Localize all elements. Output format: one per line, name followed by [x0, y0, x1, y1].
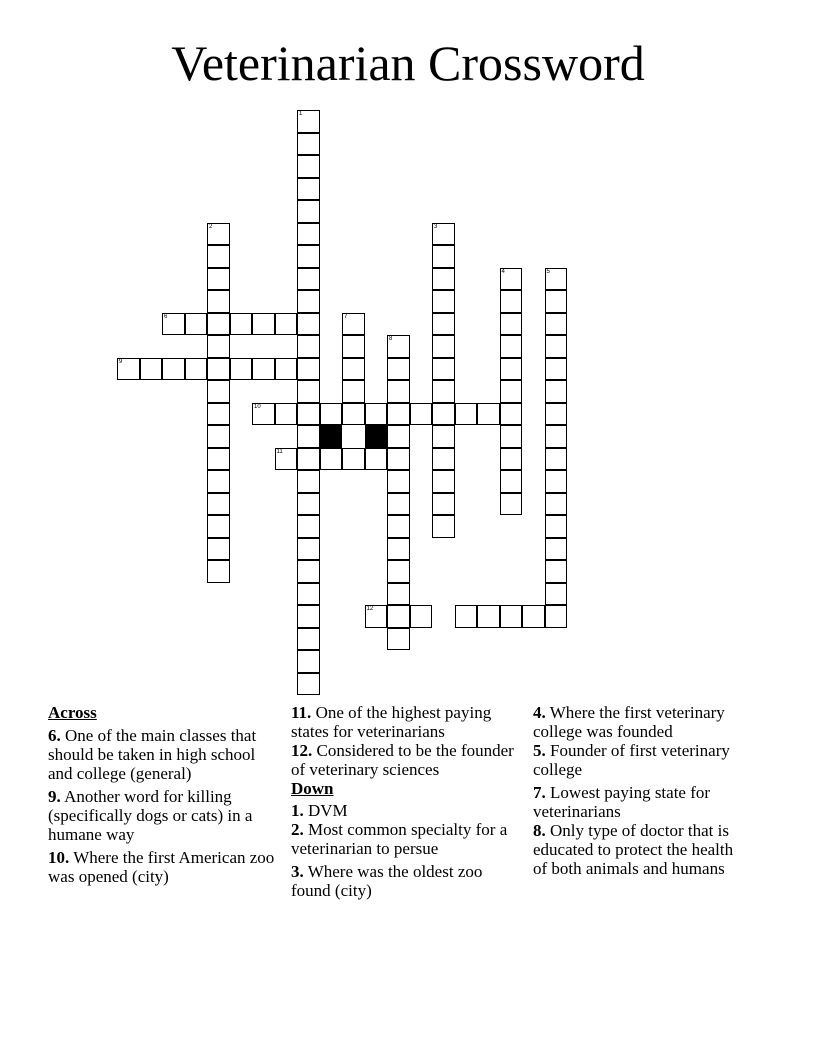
grid-cell[interactable]	[410, 403, 433, 426]
clues-column-2	[291, 703, 521, 904]
grid-cell[interactable]	[297, 380, 320, 403]
grid-cell[interactable]	[297, 425, 320, 448]
grid-cell[interactable]	[545, 448, 568, 471]
grid-cell[interactable]	[297, 538, 320, 561]
grid-cell[interactable]	[545, 335, 568, 358]
clue-text: Considered to be the founder of veterinary sciences	[291, 741, 514, 779]
across-heading: Across	[48, 703, 97, 722]
grid-cell[interactable]	[185, 313, 208, 336]
grid-cell[interactable]	[342, 335, 365, 358]
clue-down-7	[533, 783, 748, 821]
clue-text: Where was the oldest zoo found (city)	[291, 862, 483, 900]
clue-down-3	[291, 862, 521, 900]
grid-cell[interactable]	[275, 403, 298, 426]
grid-cell[interactable]	[500, 448, 523, 471]
grid-cell[interactable]	[387, 560, 410, 583]
grid-cell[interactable]	[387, 493, 410, 516]
grid-cell[interactable]	[207, 223, 230, 246]
grid-cell[interactable]	[545, 538, 568, 561]
clue-number: 11.	[291, 703, 312, 722]
grid-cell[interactable]	[320, 403, 343, 426]
grid-cell[interactable]	[500, 470, 523, 493]
grid-cell[interactable]	[297, 133, 320, 156]
grid-cell[interactable]	[545, 403, 568, 426]
clue-text: DVM	[308, 801, 348, 820]
grid-cell[interactable]	[545, 583, 568, 606]
clue-across-6	[48, 726, 278, 783]
grid-cell[interactable]	[297, 650, 320, 673]
grid-cell[interactable]	[387, 538, 410, 561]
clue-text: Where the first American zoo was opened (city)	[48, 848, 275, 886]
grid-cell[interactable]	[387, 380, 410, 403]
grid-cell[interactable]	[207, 245, 230, 268]
grid-cell[interactable]	[545, 290, 568, 313]
grid-cell[interactable]	[432, 223, 455, 246]
grid-cell[interactable]	[522, 605, 545, 628]
clue-text: Lowest paying state for veterinarians	[533, 783, 711, 821]
grid-cell[interactable]	[207, 380, 230, 403]
grid-cell[interactable]	[432, 290, 455, 313]
grid-cell[interactable]	[342, 380, 365, 403]
grid-cell[interactable]	[500, 313, 523, 336]
grid-cell[interactable]	[545, 470, 568, 493]
grid-cell[interactable]	[500, 335, 523, 358]
grid-cell[interactable]	[342, 358, 365, 381]
grid-cell[interactable]	[432, 403, 455, 426]
grid-cell[interactable]	[162, 313, 185, 336]
clue-number-label: 7	[344, 313, 348, 320]
grid-cell[interactable]	[207, 335, 230, 358]
grid-cell[interactable]	[432, 268, 455, 291]
grid-cell[interactable]	[207, 290, 230, 313]
grid-cell[interactable]	[207, 268, 230, 291]
clue-text: Another word for killing (specifically dogs or cats) in a humane way	[48, 787, 253, 844]
grid-cell[interactable]	[252, 313, 275, 336]
grid-cell[interactable]	[545, 380, 568, 403]
clue-text: Founder of first veterinary college	[533, 741, 730, 779]
grid-cell[interactable]	[387, 335, 410, 358]
grid-cell[interactable]	[185, 358, 208, 381]
grid-cell[interactable]	[297, 313, 320, 336]
clue-down-2	[291, 820, 521, 858]
clue-number: 1.	[291, 801, 304, 820]
grid-cell[interactable]	[387, 448, 410, 471]
grid-cell[interactable]	[297, 223, 320, 246]
clue-text: One of the main classes that should be taken in high school and college (general)	[48, 726, 257, 783]
clue-number-label: 12	[366, 606, 374, 612]
grid-cell[interactable]	[252, 358, 275, 381]
grid-cell[interactable]	[230, 358, 253, 381]
clue-text: One of the highest paying states for veterinarians	[291, 703, 492, 741]
grid-cell[interactable]	[500, 380, 523, 403]
grid-cell[interactable]	[432, 470, 455, 493]
grid-cell[interactable]	[500, 605, 523, 628]
grid-cell[interactable]	[117, 358, 140, 381]
grid-cell[interactable]	[387, 403, 410, 426]
clue-number-label: 9	[119, 358, 123, 365]
grid-cell[interactable]	[387, 470, 410, 493]
clue-number-label: 8	[389, 336, 393, 342]
clue-number-label: 4	[501, 268, 505, 275]
grid-cell[interactable]	[297, 448, 320, 471]
grid-cell[interactable]	[207, 560, 230, 583]
grid-cell[interactable]	[500, 493, 523, 516]
grid-cell[interactable]	[297, 358, 320, 381]
grid-cell[interactable]	[545, 313, 568, 336]
down-heading: Down	[291, 779, 334, 798]
grid-cell[interactable]	[545, 268, 568, 291]
grid-cell[interactable]	[297, 178, 320, 201]
grid-cell[interactable]	[342, 403, 365, 426]
grid-cell[interactable]	[230, 313, 253, 336]
grid-cell[interactable]	[140, 358, 163, 381]
grid-cell[interactable]	[297, 200, 320, 223]
grid-cell[interactable]	[207, 470, 230, 493]
grid-cell[interactable]	[297, 403, 320, 426]
grid-cell[interactable]	[297, 335, 320, 358]
grid-cell[interactable]	[207, 515, 230, 538]
grid-cell[interactable]	[432, 448, 455, 471]
grid-cell[interactable]	[477, 403, 500, 426]
grid-cell[interactable]	[207, 493, 230, 516]
grid-cell[interactable]	[545, 425, 568, 448]
clue-across-9	[48, 787, 278, 844]
clue-number: 3.	[291, 862, 304, 881]
grid-cell[interactable]	[387, 515, 410, 538]
clue-down-4	[533, 703, 748, 741]
clue-number-label: 6	[164, 313, 168, 320]
grid-cell[interactable]	[432, 358, 455, 381]
black-cell	[320, 425, 343, 448]
grid-cell[interactable]	[387, 605, 410, 628]
grid-cell[interactable]	[275, 313, 298, 336]
clue-number-label: 2	[209, 223, 213, 230]
grid-cell[interactable]	[410, 605, 433, 628]
grid-cell[interactable]	[365, 403, 388, 426]
grid-cell[interactable]	[477, 605, 500, 628]
clue-number: 10.	[48, 848, 70, 867]
grid-cell[interactable]	[297, 493, 320, 516]
grid-cell[interactable]	[432, 335, 455, 358]
grid-cell[interactable]	[432, 425, 455, 448]
grid-cell[interactable]	[207, 538, 230, 561]
grid-cell[interactable]	[297, 605, 320, 628]
clue-number: 12.	[291, 741, 313, 760]
grid-cell[interactable]	[297, 515, 320, 538]
grid-cell[interactable]	[432, 493, 455, 516]
grid-cell[interactable]	[275, 358, 298, 381]
clue-text: Where the first veterinary college was founded	[533, 703, 725, 741]
grid-cell[interactable]	[387, 583, 410, 606]
clue-number: 2.	[291, 820, 304, 839]
clue-number: 4.	[533, 703, 546, 722]
grid-cell[interactable]	[545, 515, 568, 538]
page-title: Veterinarian Crossword	[171, 35, 645, 91]
grid-cell[interactable]	[342, 313, 365, 336]
clue-text: Most common specialty for a veterinarian to persue	[291, 820, 508, 858]
grid-cell[interactable]	[297, 110, 320, 133]
grid-cell[interactable]	[297, 628, 320, 651]
grid-cell[interactable]	[500, 425, 523, 448]
clue-text: Only type of doctor that is educated to protect the health of both animals and humans	[533, 821, 734, 878]
grid-cell[interactable]	[320, 448, 343, 471]
grid-cell[interactable]	[387, 628, 410, 651]
clue-number: 7.	[533, 783, 546, 802]
grid-cell[interactable]	[297, 290, 320, 313]
grid-cell[interactable]	[545, 605, 568, 628]
clue-down-5	[533, 741, 748, 779]
grid-cell[interactable]	[500, 290, 523, 313]
grid-cell[interactable]	[432, 245, 455, 268]
grid-cell[interactable]	[432, 515, 455, 538]
clue-number-label: 3	[434, 223, 438, 230]
clue-number-label: 5	[546, 268, 550, 275]
clue-number-label: 1	[299, 111, 303, 117]
grid-cell[interactable]	[207, 358, 230, 381]
clue-across-11	[291, 703, 521, 741]
grid-cell[interactable]	[500, 358, 523, 381]
clue-number: 8.	[533, 821, 546, 840]
clue-across-10	[48, 848, 278, 886]
grid-cell[interactable]	[365, 605, 388, 628]
grid-cell[interactable]	[500, 268, 523, 291]
grid-cell[interactable]	[342, 448, 365, 471]
grid-cell[interactable]	[297, 673, 320, 696]
grid-cell[interactable]	[297, 560, 320, 583]
grid-cell[interactable]	[297, 583, 320, 606]
grid-cell[interactable]	[207, 403, 230, 426]
grid-cell[interactable]	[207, 313, 230, 336]
grid-cell[interactable]	[545, 358, 568, 381]
grid-cell[interactable]	[387, 358, 410, 381]
clue-number: 9.	[48, 787, 61, 806]
grid-cell[interactable]	[545, 493, 568, 516]
clue-down-8	[533, 821, 748, 878]
clues-column-3	[533, 703, 748, 882]
grid-cell[interactable]	[162, 358, 185, 381]
clue-number-label: 10	[254, 403, 261, 410]
grid-cell[interactable]	[297, 245, 320, 268]
clue-down-1	[291, 801, 521, 820]
grid-cell[interactable]	[387, 425, 410, 448]
grid-cell[interactable]	[500, 403, 523, 426]
grid-cell[interactable]	[297, 155, 320, 178]
grid-cell[interactable]	[207, 448, 230, 471]
grid-cell[interactable]	[455, 605, 478, 628]
grid-cell[interactable]	[297, 268, 320, 291]
grid-cell[interactable]	[252, 403, 275, 426]
clue-number-label: 11	[276, 448, 283, 455]
grid-cell[interactable]	[545, 560, 568, 583]
black-cell	[365, 425, 388, 448]
grid-cell[interactable]	[432, 313, 455, 336]
grid-cell[interactable]	[207, 425, 230, 448]
grid-cell[interactable]	[455, 403, 478, 426]
grid-cell[interactable]	[365, 448, 388, 471]
clue-number: 6.	[48, 726, 61, 745]
clue-number: 5.	[533, 741, 546, 760]
grid-cell[interactable]	[432, 380, 455, 403]
grid-cell[interactable]	[275, 448, 298, 471]
clues-column-1	[48, 703, 278, 890]
clue-across-12	[291, 741, 521, 779]
grid-cell[interactable]	[297, 470, 320, 493]
